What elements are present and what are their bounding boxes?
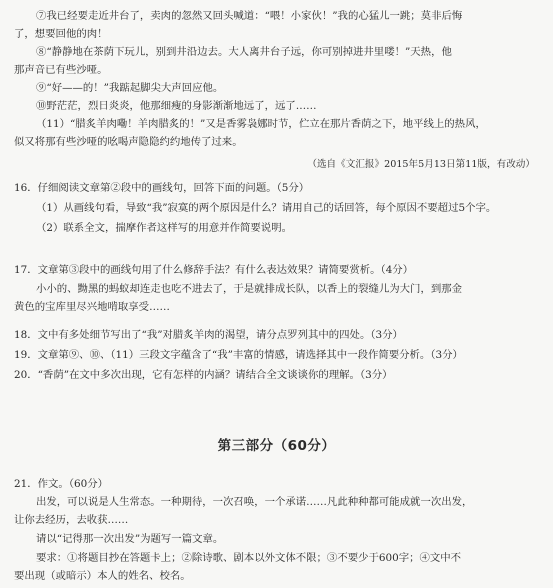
essay-title-instruction: 请以“记得那一次出发”为题写一篇文章。 <box>36 533 224 545</box>
question-17-quote-line-2: 黄色的宝库里尽兴地啃取享受…… <box>14 301 170 313</box>
passage-para-11-line-2: 似又将那有些沙哑的吆喝声隐隐约约地传了过来。 <box>14 136 243 148</box>
question-19: 19．文章第⑨、⑩、（11）三段文字蕴含了“我”丰富的情感，请选择其中一段作简要分析。（3分） <box>14 349 463 361</box>
essay-prompt-line-1: 出发，可以说是人生常态。一种期待，一次召唤，一个承诺……凡此种种都可能成就一次出发， <box>36 496 473 508</box>
question-17-quote-line-1: 小小的、黝黑的蚂蚁却连走也吃不进去了，于是就排成长队，以香上的裂缝儿为大门，到那金 <box>36 283 463 295</box>
question-16-part-2: （2）联系全文，揣摩作者这样写的用意并作简要说明。 <box>36 222 292 234</box>
passage-para-7-line-1: ⑦我已经要走近井台了，卖肉的忽然又回头喊道：“喂！小家伙！”我的心猛儿一跳；莫非后悔 <box>36 10 463 22</box>
essay-requirements-line-2: 要出现（或暗示）本人的姓名、校名。 <box>14 570 191 582</box>
passage-para-10: ⑩野茫茫，烈日炎炎，他那细瘦的身影渐渐地远了，远了…… <box>36 100 317 112</box>
question-18: 18．文中有多处细节写出了“我”对腊炙羊肉的渴望，请分点罗列其中的四处。（3分） <box>14 329 403 341</box>
passage-para-8-line-1: ⑧“静静地在茶荫下玩儿，别到井沿边去。大人离井台子远，你可别掉进井里喽！”天热，他 <box>36 46 452 58</box>
essay-prompt-line-2: 让你去经历，去收获…… <box>14 514 129 526</box>
passage-para-8-line-2: 那声音已有些沙哑。 <box>14 64 108 76</box>
question-16: 16．仔细阅读文章第②段中的画线句，回答下面的问题。（5分） <box>14 182 310 194</box>
section-3-heading: 第三部分（60分） <box>217 438 336 454</box>
question-17: 17．文章第③段中的画线句用了什么修辞手法？有什么表达效果？请简要赏析。（4分） <box>14 264 414 276</box>
question-16-part-1: （1）从画线句看，导致“我”寂寞的两个原因是什么？请用自己的话回答，每个原因不要超过5个字。 <box>36 202 497 214</box>
question-20: 20．“香荫”在文中多次出现，它有怎样的内涵？请结合全文谈谈你的理解。（3分） <box>14 369 393 381</box>
passage-para-9: ⑨“好——的！”我踮起脚尖大声回应他。 <box>36 82 224 94</box>
essay-requirements-line-1: 要求：①将题目抄在答题卡上；②除诗歌、剧本以外文体不限；③不要少于600字；④文中不 <box>36 552 462 564</box>
passage-para-7-line-2: 了，想要回他的肉！ <box>14 28 108 40</box>
question-21: 21．作文。（60分） <box>14 478 108 490</box>
passage-para-11-line-1: （11）“腊炙羊肉嘞！羊肉腊炙的！”又是香雾袅娜时节，伫立在那片香荫之下，地平线上的热风， <box>36 118 486 130</box>
passage-source: （选自《文汇报》2015年5月13日第11版，有改动） <box>307 159 535 170</box>
